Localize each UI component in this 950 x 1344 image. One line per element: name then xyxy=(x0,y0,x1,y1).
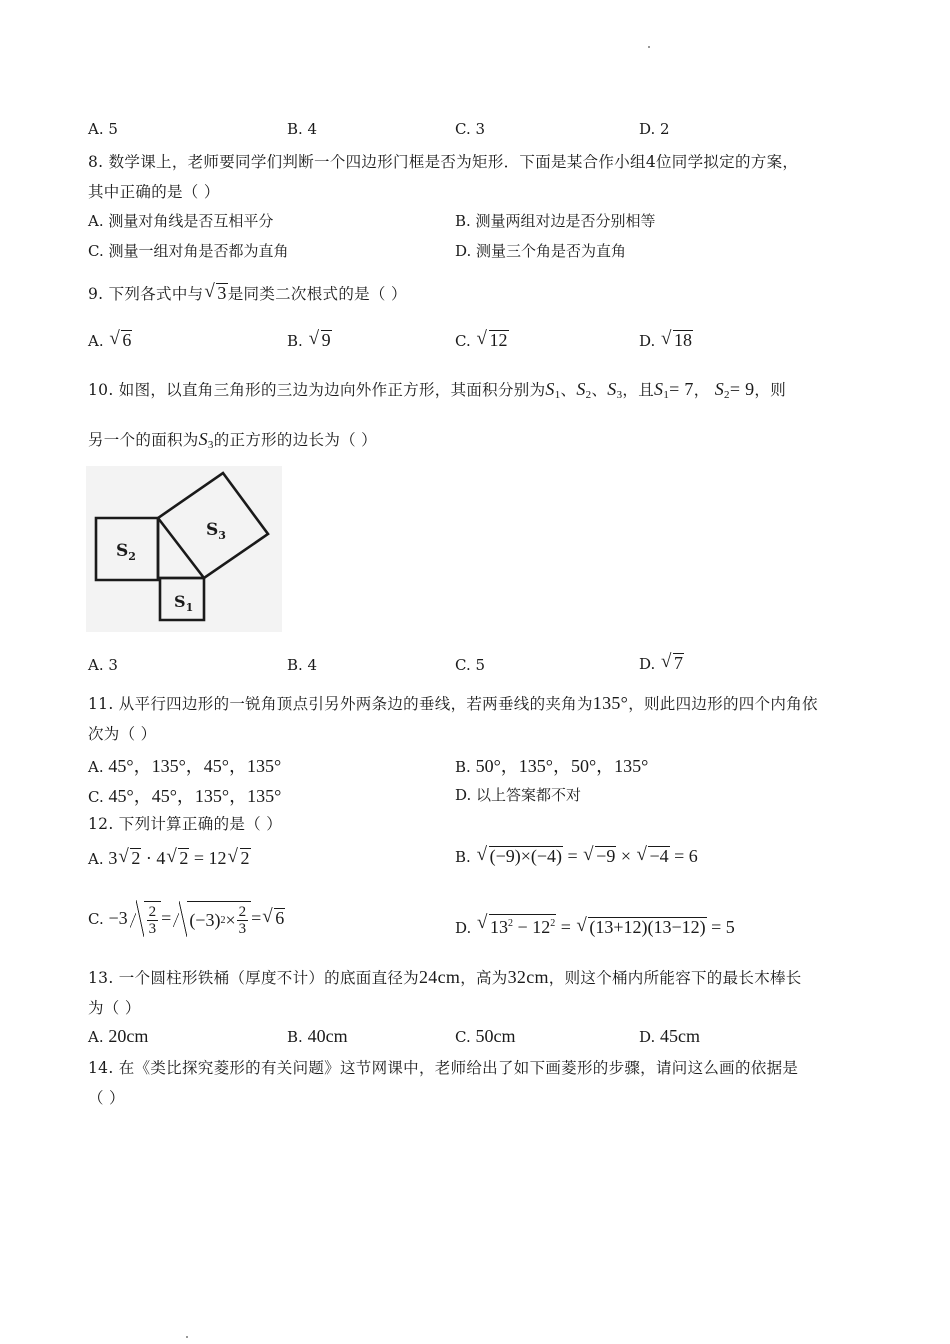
q12-option-b[interactable]: B. √ (−9)×(−4) = √ −9 × √ −4 = 6 xyxy=(455,846,698,867)
q9-stem-post: 是同类二次根式的是（ ） xyxy=(227,285,407,303)
q7-option-d[interactable]: D. 2 xyxy=(639,120,670,138)
q11-stem-line2: 次为（ ） xyxy=(88,725,157,743)
q11-stem-line1: 11. 从平行四边形的一锐角顶点引另外两条边的垂线，若两垂线的夹角为135°，则此四边形的四个内角依 xyxy=(88,693,818,713)
q11-option-b[interactable]: B. 50°，135°，50°，135° xyxy=(455,756,649,776)
q8-option-d[interactable]: D. 测量三个角是否为直角 xyxy=(455,242,627,260)
q12-option-d[interactable]: D. √ $13^2 - 12^2$ = √ (13+12)(13−12) = 5 xyxy=(455,914,735,938)
q10-option-b[interactable]: B. 4 xyxy=(287,656,318,674)
q8-stem-line2: 其中正确的是（ ） xyxy=(88,183,220,201)
q10-option-d[interactable]: D. √ 7 xyxy=(639,653,684,674)
q12-stem: 12. 下列计算正确的是（ ） xyxy=(88,815,283,833)
q8-option-c[interactable]: C. 测量一组对角是否都为直角 xyxy=(88,242,289,260)
q14-stem-line1: 14. 在《类比探究菱形的有关问题》这节网课中，老师给出了如下画菱形的步骤，请问这么画的依据是 xyxy=(88,1059,799,1077)
q14-stem-line2: （ ） xyxy=(88,1089,125,1107)
q8-option-b[interactable]: B. 测量两组对边是否分别相等 xyxy=(455,212,656,230)
q9-stem xyxy=(88,282,407,304)
q9-stem-pre: 9. 下列各式中与 xyxy=(88,285,204,303)
q12-option-a[interactable]: A. 3√ 2 · 4√ 2 = 12√ 2 xyxy=(88,848,251,869)
q12-option-c[interactable]: C. −3 $\frac{2}{3}$ = (−3) 2 × $\frac{2}{3}$ = √ 6 xyxy=(88,900,285,937)
q8-stem-line1: 8. 数学课上，老师要同学们判断一个四边形门框是否为矩形．下面是某合作小组4位同学拟定的方案， xyxy=(88,153,799,171)
q9-option-c[interactable]: C. √ 12 xyxy=(455,330,509,351)
q13-option-d[interactable]: D. 45cm xyxy=(639,1026,701,1046)
q13-option-a[interactable]: A. 20cm xyxy=(88,1026,149,1046)
q11-option-c[interactable]: C. 45°，45°，135°，135° xyxy=(88,786,282,806)
q13-option-b[interactable]: B. 40cm xyxy=(287,1026,348,1046)
q10-stem-line1: 10. 如图，以直角三角形的三边为边向外作正方形，其面积分别为$S_1$、$S_2$、$S_3$，且$S_1= 7$， $S_2= 9$，则 xyxy=(88,379,787,401)
q13-option-c[interactable]: C. 50cm xyxy=(455,1026,516,1046)
page-speck-top xyxy=(648,46,650,48)
q10-stem-line2: 另一个的面积为$S_3$的正方形的边长为（ ） xyxy=(88,429,377,451)
q9-sqrt3: √ 3 xyxy=(205,283,227,304)
q13-stem-line1: 13. 一个圆柱形铁桶（厚度不计）的底面直径为24cm，高为32cm，则这个桶内所能容下的最长木棒长 xyxy=(88,967,802,987)
q13-stem-line2: 为（ ） xyxy=(88,999,141,1017)
label-s3: $S_3$ xyxy=(206,520,226,542)
q10-option-c[interactable]: C. 5 xyxy=(455,656,486,674)
label-s2: $S_2$ xyxy=(116,541,136,563)
q8-option-a[interactable]: A. 测量对角线是否互相平分 xyxy=(88,212,274,230)
q10-figure xyxy=(86,466,282,632)
q10-option-a[interactable]: A. 3 xyxy=(88,656,118,674)
q9-option-d[interactable]: D. √ 18 xyxy=(639,330,693,351)
q11-option-d[interactable]: D. 以上答案都不对 xyxy=(455,786,582,804)
label-s1: $S_1$ xyxy=(174,592,194,614)
q9-option-a[interactable]: A. √ 6 xyxy=(88,330,132,351)
q11-option-a[interactable]: A. 45°，135°，45°，135° xyxy=(88,756,282,776)
page-speck-bottom xyxy=(186,1336,188,1338)
q7-option-a[interactable]: A. 5 xyxy=(88,120,118,138)
q7-option-b[interactable]: B. 4 xyxy=(287,120,318,138)
q7-option-c[interactable]: C. 3 xyxy=(455,120,486,138)
q9-option-b[interactable]: B. √ 9 xyxy=(287,330,332,351)
